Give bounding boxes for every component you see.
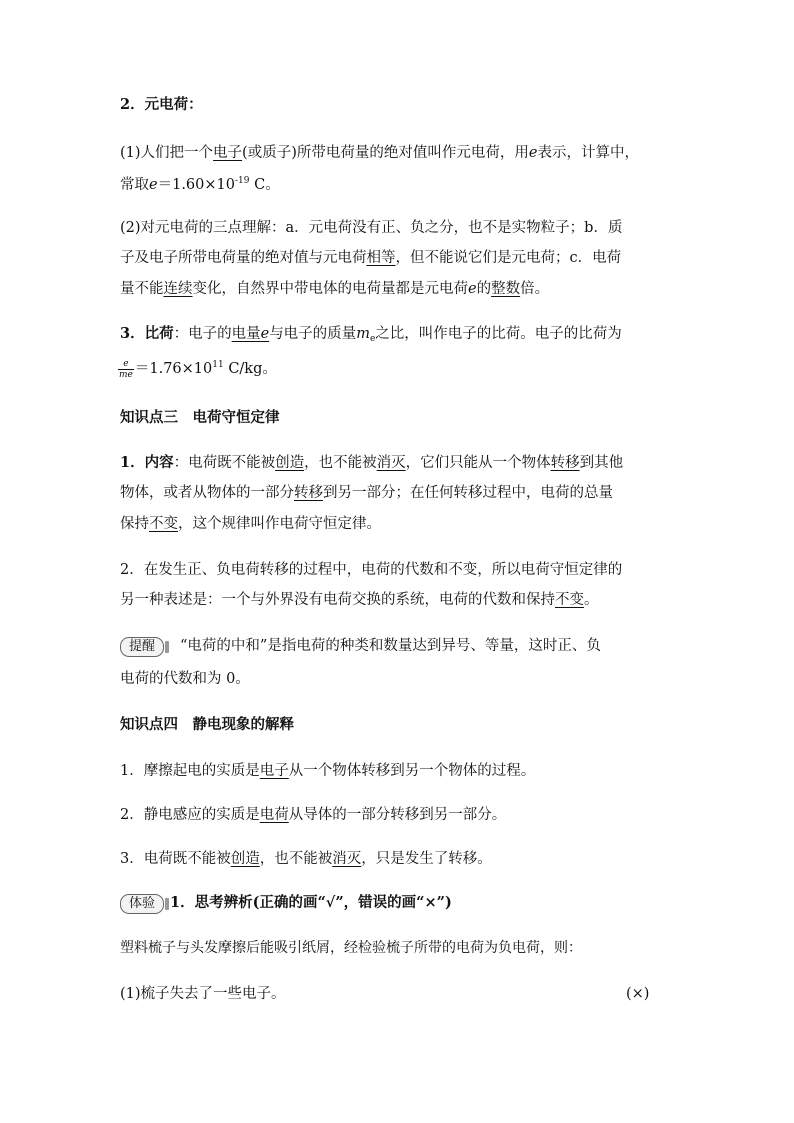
paragraph-1-line-2	[120, 171, 280, 195]
text: (1)人们把一个	[120, 145, 214, 161]
text: 变化，自然界中带电体的电荷量都是元电荷	[192, 281, 468, 297]
underlined-term: 创造	[275, 455, 305, 471]
underlined-term: 消灭	[376, 455, 406, 471]
tip-text: “电荷的中和”是指电荷的种类和数量达到异号、等量，这时正、负	[180, 638, 601, 654]
section-2-title: 2．元电荷：	[120, 96, 203, 113]
fraction	[118, 359, 134, 380]
text: ＝1.60×10	[157, 177, 235, 193]
answer-1: (×)	[626, 986, 650, 1002]
text: 倍。	[520, 281, 550, 297]
symbol: e	[149, 177, 158, 193]
fraction-numerator: e	[118, 359, 134, 370]
question-stem: 塑料梳子与头发摩擦后能吸引纸屑，经检验梳子所带的电荷为负电荷，则：	[120, 940, 582, 956]
underlined-term: 创造	[230, 851, 260, 867]
text: ，它们只能从一个物体	[405, 455, 551, 471]
experience-badge: 体验	[120, 894, 164, 914]
k4-line-2	[120, 805, 506, 825]
text: ：电荷既不能被	[173, 455, 276, 471]
k4-line-3	[120, 849, 492, 869]
text: 3．电荷既不能被	[120, 851, 231, 867]
symbol: m	[356, 326, 370, 342]
section-3-line-1	[120, 324, 622, 349]
symbol: e	[528, 145, 538, 161]
text: 从一个物体转移到另一个物体的过程。	[288, 763, 536, 779]
heading-knowledge-4: 知识点四 静电现象的解释	[120, 716, 294, 733]
k3-line-4: 2．在发生正、负电荷转移的过程中，电荷的代数和不变，所以电荷守恒定律的	[120, 562, 623, 578]
underlined-term: 整数	[491, 281, 521, 297]
underlined-term: 相等	[366, 250, 396, 266]
k4-line-1	[120, 761, 535, 781]
k3-line-2	[120, 483, 613, 503]
text: 与电子的质量	[269, 326, 357, 342]
text: 2．静电感应的实质是	[120, 807, 260, 823]
text: 保持	[120, 516, 149, 532]
text: 到另一部分；在任何转移过程中，电荷的总量	[323, 485, 613, 501]
paragraph-2-line-3	[120, 279, 549, 299]
tip-line-1	[120, 636, 601, 657]
experience-title-line	[120, 893, 452, 914]
question-1: (1)梳子失去了一些电子。	[120, 986, 286, 1002]
k3-line-5	[120, 590, 599, 610]
exponent: 11	[212, 360, 224, 370]
text: 另一种表述是：一个与外界没有电荷交换的系统，电荷的代数和保持	[120, 592, 555, 608]
text: ，但不能说它们是元电荷；c．电荷	[395, 250, 622, 266]
text: 1．摩擦起电的实质是	[120, 763, 260, 779]
heading-knowledge-3: 知识点三 电荷守恒定律	[120, 409, 280, 426]
text: 之比，叫作电子的比荷。电子的比荷为	[375, 326, 622, 342]
tip-line-2: 电荷的代数和为 0。	[120, 671, 250, 687]
tip-badge: 提醒	[120, 637, 164, 657]
symbol: e	[468, 281, 477, 297]
underlined-term: 电量	[231, 326, 261, 342]
text: ，也不能被	[304, 455, 377, 471]
symbol: e	[260, 326, 270, 342]
experience-title: 1．思考辨析(正确的画“√”，错误的画“×”)	[170, 894, 452, 911]
underlined-term: 电子	[259, 763, 289, 779]
text: ，也不能被	[259, 851, 333, 867]
text: ：电子的	[173, 326, 232, 342]
exponent: -19	[234, 176, 250, 186]
paragraph-2-line-1: (2)对元电荷的三点理解：a．元电荷没有正、负之分，也不是实物粒子；b．质	[120, 220, 623, 236]
text: 量不能	[120, 281, 164, 297]
text: 常取	[120, 177, 149, 193]
paragraph-2-line-2	[120, 248, 621, 268]
section-3-line-2	[118, 355, 277, 380]
text: ，这个规律叫作电荷守恒定律。	[178, 516, 381, 532]
underlined-term: 不变	[555, 592, 584, 608]
underlined-term: 消灭	[332, 851, 362, 867]
text: 。	[584, 592, 599, 608]
underlined-term: 电荷	[259, 807, 289, 823]
term-label: 1．内容	[120, 454, 174, 471]
text: 物体，或者从物体的一部分	[120, 485, 294, 501]
text: ，只是发生了转移。	[361, 851, 492, 867]
text: ＝1.76×10	[134, 361, 213, 377]
underlined-term: 转移	[550, 455, 580, 471]
paragraph-1-line-1	[120, 143, 639, 163]
text: (或质子)所带电荷量的绝对值叫作元电荷，用	[242, 145, 529, 161]
underlined-term: 电子	[213, 145, 243, 161]
k3-line-3	[120, 514, 381, 534]
text: 的	[476, 281, 492, 297]
text: 到其他	[579, 455, 624, 471]
text: 表示，计算中，	[537, 145, 639, 161]
underlined-term: 转移	[294, 485, 323, 501]
text: C。	[249, 177, 280, 193]
text: 子及电子所带电荷量的绝对值与元电荷	[120, 250, 367, 266]
text: 从导体的一部分转移到另一部分。	[288, 807, 507, 823]
text: C/kg。	[223, 361, 277, 377]
term-label: 3．比荷	[120, 325, 174, 342]
k3-line-1	[120, 453, 623, 473]
fraction-denominator: me	[119, 369, 133, 380]
underlined-term: 连续	[163, 281, 193, 297]
underlined-term: 不变	[149, 516, 178, 532]
subscript: e	[369, 334, 376, 344]
